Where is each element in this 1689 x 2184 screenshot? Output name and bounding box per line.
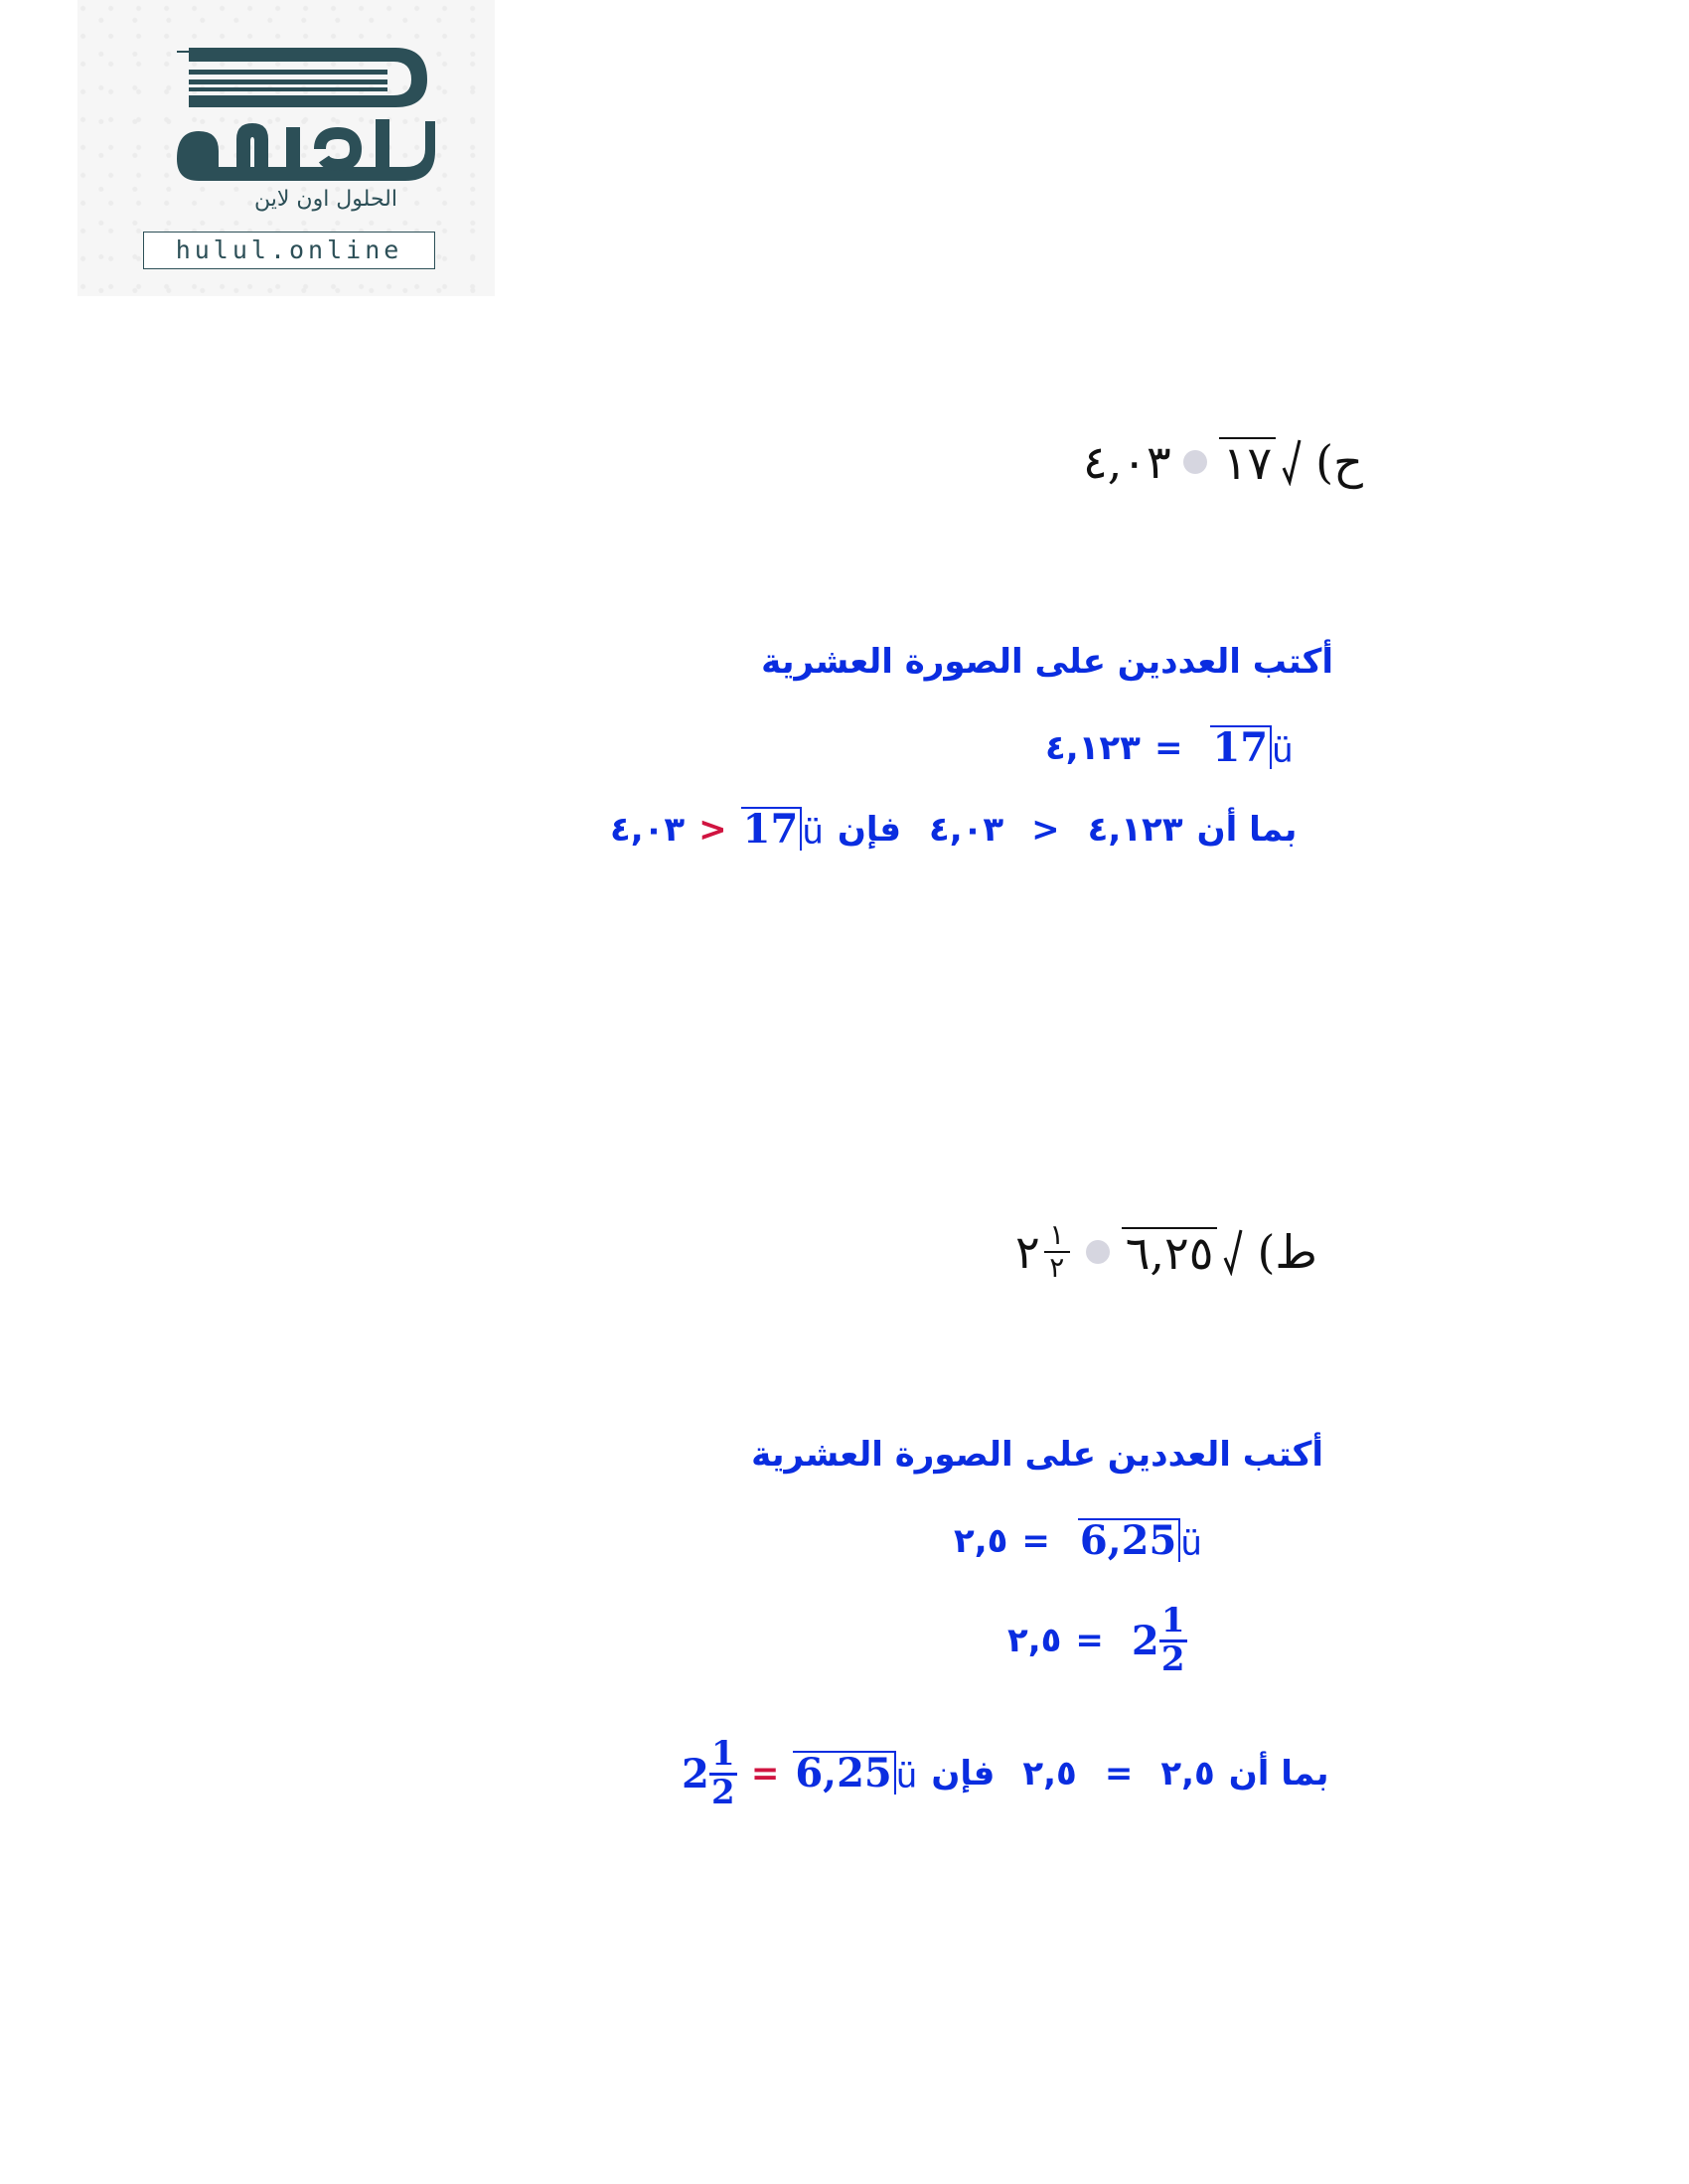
sqrt-17-glyph: ü <box>1272 731 1294 771</box>
solution-h-instruction: أكتب العددين على الصورة العشرية <box>761 642 1333 682</box>
solution-h-line2-then: فإن <box>837 810 901 850</box>
sqrt-17-radicand: 17 <box>1210 725 1272 769</box>
solution-h-line2 <box>610 807 1297 853</box>
solution-t-line3-then: فإن <box>931 1754 996 1794</box>
radical-icon <box>1282 438 1302 486</box>
sqrt-17-result <box>741 807 824 853</box>
solution-t-instruction: أكتب العددين على الصورة العشرية <box>751 1435 1323 1475</box>
solution-t-line1 <box>954 1518 1202 1564</box>
problem-t-fraction <box>1044 1220 1070 1284</box>
solution-h-line2-op: > <box>1031 810 1060 850</box>
solution-t-line1-equals: = <box>1021 1521 1050 1561</box>
solution-t-line3-a: ٢,٥ <box>1160 1754 1215 1794</box>
solution-t-line3 <box>682 1734 1329 1812</box>
solution-h-line2-result-value: ٤,٠٣ <box>610 810 686 850</box>
solution-h-line1 <box>1045 725 1294 771</box>
hulul-logo <box>77 0 495 296</box>
solution-t-line3-whole: 2 <box>682 1750 709 1797</box>
comparison-blank-icon <box>1086 1240 1110 1264</box>
sqrt-625-radicand: 6,25 <box>1078 1518 1180 1562</box>
sqrt-625-glyph: ü <box>1180 1524 1202 1564</box>
problem-t-compare-den: ٢ <box>1049 1250 1065 1284</box>
sqrt-625-result-glyph: ü <box>895 1757 918 1797</box>
solution-h-line2-result-op: > <box>698 810 727 850</box>
solution-t-line2-value: ٢,٥ <box>1007 1621 1062 1661</box>
solution-t-line3-op: = <box>1104 1754 1134 1794</box>
solution-t-line2-fraction <box>1159 1601 1187 1679</box>
sqrt-625-result-radicand: 6,25 <box>793 1751 895 1794</box>
solution-h-line2-b: ٤,٠٣ <box>928 810 1004 850</box>
solution-t-line3-den: 2 <box>711 1772 735 1812</box>
sqrt-625 <box>1078 1518 1202 1564</box>
solution-h-line2-a: ٤,١٢٣ <box>1087 810 1183 850</box>
logo-tagline: الحلول اون لاين <box>254 187 397 212</box>
solution-h-line1-value: ٤,١٢٣ <box>1045 728 1141 768</box>
sqrt-17-result-glyph: ü <box>802 813 824 853</box>
sqrt-625-result <box>793 1751 917 1796</box>
radical-icon <box>1223 1228 1243 1276</box>
comparison-blank-icon <box>1183 450 1207 474</box>
sqrt-17 <box>1210 725 1293 771</box>
sqrt-17-result-radicand: 17 <box>741 807 803 851</box>
solution-t-line3-fraction <box>709 1734 737 1812</box>
solution-t-line1-value: ٢,٥ <box>954 1521 1008 1561</box>
problem-h <box>1083 435 1363 489</box>
solution-t-line3-since: بما أن <box>1228 1754 1329 1794</box>
solution-t-line3-b: ٢,٥ <box>1022 1754 1077 1794</box>
solution-t-line2 <box>1007 1601 1187 1679</box>
solution-t-line3-result-op: = <box>750 1754 780 1794</box>
solution-t-line2-equals: = <box>1075 1621 1104 1661</box>
problem-t-compare-num: ١ <box>1049 1218 1065 1251</box>
solution-h-line2-since: بما أن <box>1196 810 1298 850</box>
logo-url: hulul.online <box>143 232 435 269</box>
solution-t-line3-num: 1 <box>711 1734 735 1774</box>
problem-h-radicand: ١٧ <box>1219 437 1276 487</box>
problem-h-compare-value: ٤,٠٣ <box>1083 435 1171 489</box>
solution-t-line2-den: 2 <box>1160 1638 1185 1679</box>
problem-t-compare-whole: ٢ <box>1015 1224 1040 1279</box>
solution-t-line2-num: 1 <box>1160 1601 1185 1640</box>
problem-t-label: ط) <box>1257 1224 1317 1279</box>
problem-t-radicand: ٦,٢٥ <box>1122 1227 1218 1277</box>
problem-t <box>1015 1220 1317 1284</box>
problem-h-label: ح) <box>1315 435 1363 489</box>
solution-h-line1-equals: = <box>1153 728 1183 768</box>
solution-t-line2-whole: 2 <box>1131 1617 1159 1664</box>
